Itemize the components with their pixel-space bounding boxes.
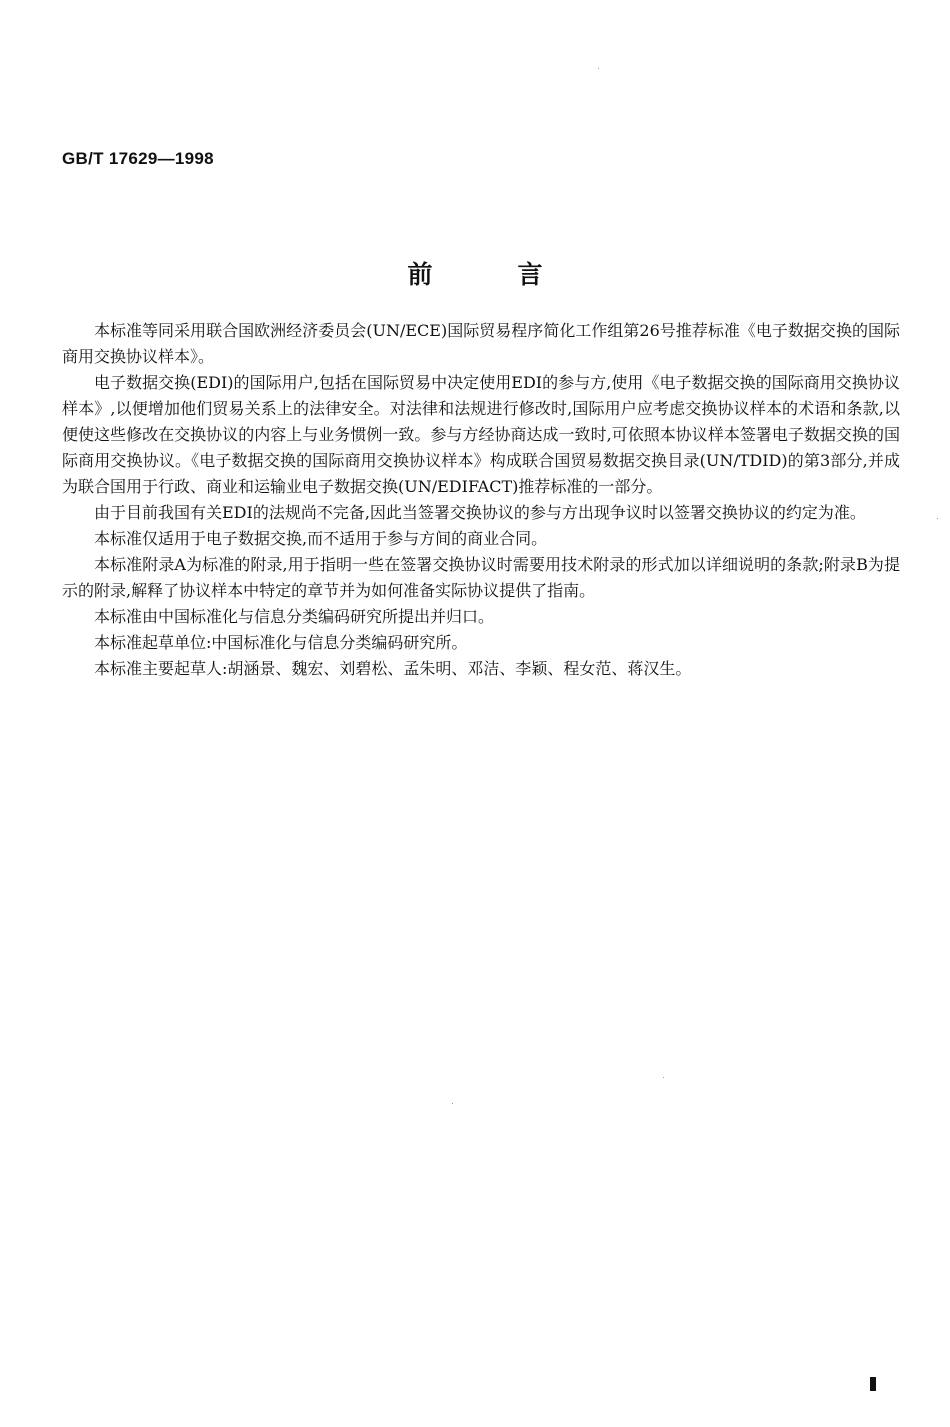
scan-speck xyxy=(937,518,938,519)
paragraph: 由于目前我国有关EDI的法规尚不完备,因此当签署交换协议的参与方出现争议时以签署交换协议的约定为准。 xyxy=(94,503,866,522)
standard-code: GB/T 17629—1998 xyxy=(62,149,214,168)
paragraph: 本标准附录A为标准的附录,用于指明一些在签署交换协议时需要用技术附录的形式加以详细说明的条款;附录B为提示的附录,解释了协议样本中特定的章节并为如何准备实际协议提供了指南。 xyxy=(62,555,900,600)
paragraph: 本标准由中国标准化与信息分类编码研究所提出并归口。 xyxy=(94,607,495,626)
paragraph: 电子数据交换(EDI)的国际用户,包括在国际贸易中决定使用EDI的参与方,使用《电子数据交换的国际商用交换协议样本》,以便增加他们贸易关系上的法律安全。对法律和法规进行修改时,国际用户应考虑交换协议样本的术语和条款,以便使这些修改在交换协议的内容上与业务惯例一致。参与方经协商达成一致时,可依照本协议样本签署电子数据交换的国际商用交换协议。《电子数据交换的国际商用交换协议样本》构成联合国贸易数据交换目录(UN/TDID)的第3部分,并成为联合国用于行政、商业和运输业电子数据交换(UN/EDIFACT)推荐标准的一部分。 xyxy=(62,373,900,496)
paragraph: 本标准主要起草人:胡涵景、魏宏、刘碧松、孟朱明、邓洁、李颖、程女范、蒋汉生。 xyxy=(94,659,692,678)
paragraph: 本标准等同采用联合国欧洲经济委员会(UN/ECE)国际贸易程序简化工作组第26号推荐标准《电子数据交换的国际商用交换协议样本》。 xyxy=(62,321,900,366)
paragraph: 本标准起草单位:中国标准化与信息分类编码研究所。 xyxy=(94,633,468,652)
paragraph: 本标准仅适用于电子数据交换,而不适用于参与方间的商业合同。 xyxy=(94,529,548,548)
scan-speck xyxy=(452,1103,453,1104)
scan-speck xyxy=(663,1077,664,1078)
document-body xyxy=(62,318,900,682)
page-title: 前言 xyxy=(407,260,628,289)
scan-speck xyxy=(598,68,599,69)
page-number xyxy=(870,1377,876,1391)
